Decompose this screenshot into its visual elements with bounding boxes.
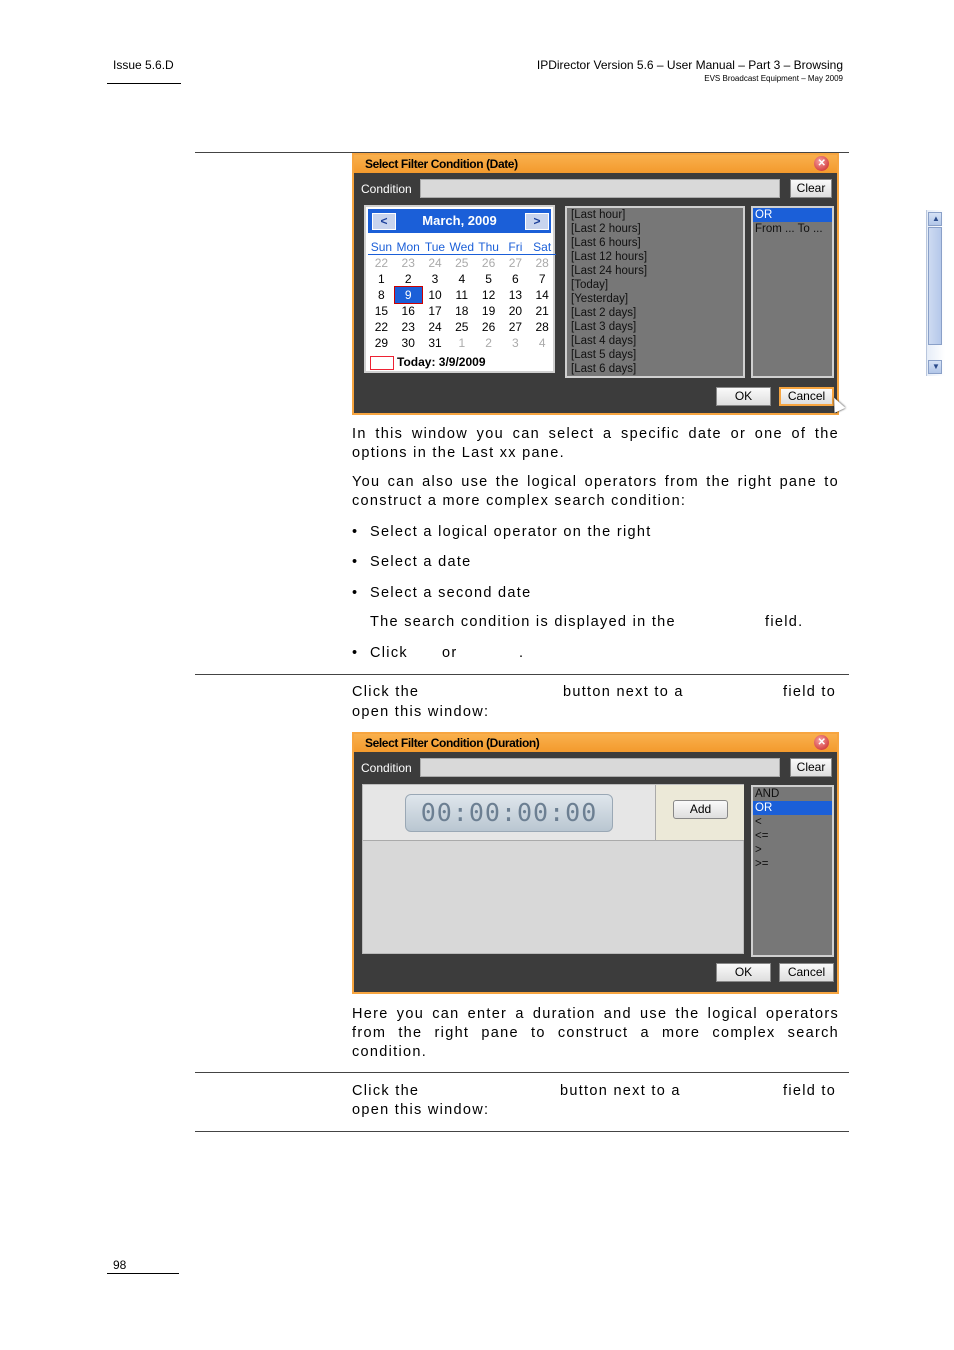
weekday-label: Wed (449, 240, 475, 254)
bullet-text: Select a second date (370, 585, 532, 601)
calendar-day[interactable]: 13 (508, 288, 523, 302)
calendar-day[interactable]: 29 (374, 336, 389, 350)
calendar-day[interactable]: 26 (481, 320, 496, 334)
calendar-day[interactable]: 31 (428, 336, 442, 350)
calendar-day[interactable]: 24 (428, 256, 442, 270)
mouse-cursor-icon (829, 395, 846, 413)
operator-item[interactable]: > (755, 844, 762, 856)
calendar-grid (368, 239, 556, 351)
calendar-header (368, 209, 551, 233)
chevron-right-icon[interactable]: > (525, 213, 549, 230)
last-option-item[interactable]: [Today] (571, 279, 609, 291)
ok-button[interactable]: OK (716, 963, 771, 982)
calendar-day[interactable]: 11 (455, 288, 469, 302)
calendar-day[interactable]: 17 (428, 304, 442, 318)
operator-item[interactable]: < (755, 816, 762, 828)
calendar-day[interactable]: 24 (428, 320, 442, 334)
operator-item[interactable]: OR (753, 801, 832, 815)
calendar-day[interactable]: 3 (431, 272, 439, 286)
document-title: IPDirector Version 5.6 – User Manual – Part 3 – Browsing (536, 58, 843, 72)
calendar-weekday-row (368, 239, 556, 255)
bullet-text: Click (370, 645, 408, 661)
click-instruction-mid: button next to a (563, 684, 684, 700)
scroll-up-icon[interactable]: ▲ (928, 212, 942, 226)
last-option-item[interactable]: [Last 3 days] (571, 321, 637, 333)
calendar-week-row (368, 319, 556, 335)
calendar-day[interactable]: 20 (508, 304, 523, 318)
calendar-week-row (368, 287, 556, 303)
calendar-day[interactable]: 14 (535, 288, 549, 302)
duration-entry-area (362, 784, 744, 954)
paragraph-date-intro: In this window you can select a specific date or one of the options in the Last xx pane. (352, 426, 839, 461)
last-option-item[interactable]: [Last hour] (571, 209, 626, 221)
dialog-title (354, 734, 837, 752)
calendar-week-row (368, 271, 556, 287)
add-panel (655, 785, 744, 841)
calendar-day[interactable]: 27 (508, 256, 523, 270)
calendar-day[interactable]: 30 (401, 336, 415, 350)
duration-filter-dialog (352, 732, 839, 994)
click-instruction-start: Click the (352, 1083, 420, 1099)
dialog-title-text: Select Filter Condition (Date) (365, 157, 518, 171)
bullet-icon: • (352, 524, 359, 540)
calendar-week-row (368, 335, 556, 351)
weekday-label: Mon (396, 240, 420, 254)
calendar-day[interactable]: 25 (455, 320, 469, 334)
scroll-thumb[interactable] (928, 227, 942, 345)
timecode-panel (363, 785, 655, 841)
dialog-title (354, 155, 837, 173)
calendar-day[interactable]: 25 (455, 256, 469, 270)
click-instruction-line2: open this window: (352, 704, 490, 720)
bullet-item (352, 554, 472, 570)
last-option-item[interactable]: [Last 4 days] (571, 335, 637, 347)
calendar-day[interactable]: 16 (401, 304, 415, 318)
bullet-text-or: or (442, 645, 458, 661)
section-rule (195, 1131, 849, 1132)
calendar-day[interactable]: 2 (404, 272, 412, 286)
calendar-day[interactable]: 4 (458, 272, 466, 286)
bullet-item (352, 645, 408, 661)
last-option-item[interactable]: [Last 24 hours] (571, 265, 648, 277)
last-option-item[interactable]: [Last 6 days] (571, 363, 637, 375)
weekday-label: Sun (368, 239, 395, 255)
last-option-item[interactable]: [Last 12 hours] (571, 251, 648, 263)
bullet-text-period: . (519, 645, 525, 661)
calendar-day[interactable]: 28 (535, 320, 549, 334)
operator-item[interactable]: OR (753, 208, 832, 222)
calendar-day[interactable]: 12 (481, 288, 496, 302)
operator-item[interactable]: AND (755, 788, 780, 800)
last-option-item[interactable]: [Last 6 hours] (571, 237, 641, 249)
calendar-month: March, 2009 (422, 213, 497, 228)
calendar-day[interactable]: 4 (538, 336, 546, 350)
last-option-item[interactable]: [Yesterday] (571, 293, 629, 305)
calendar-day[interactable]: 21 (535, 304, 549, 318)
last-option-item[interactable]: [Last 2 hours] (571, 223, 641, 235)
header-divider (107, 83, 181, 84)
calendar-day[interactable]: 10 (428, 288, 442, 302)
last-option-item[interactable]: [Last 2 days] (571, 307, 637, 319)
calendar-day[interactable]: 27 (508, 320, 523, 334)
date-filter-dialog (352, 153, 940, 415)
calendar-day[interactable]: 1 (378, 272, 385, 286)
page-number: 98 (113, 1258, 127, 1272)
operator-list[interactable] (751, 785, 834, 957)
click-instruction-line2: open this window: (352, 1102, 490, 1118)
section-rule (195, 1072, 849, 1073)
condition-field[interactable] (420, 179, 780, 198)
cancel-button[interactable]: Cancel (779, 963, 834, 982)
dialog-title-text: Select Filter Condition (Duration) (365, 736, 540, 750)
calendar-day[interactable]: 28 (535, 256, 549, 270)
weekday-label: Sat (529, 239, 556, 255)
section-rule (195, 674, 849, 675)
weekday-label: Fri (502, 239, 529, 255)
issue-label: Issue 5.6.D (113, 58, 174, 72)
scrollbar[interactable] (926, 210, 945, 376)
calendar-day[interactable]: 6 (512, 272, 519, 286)
paragraph-operators: You can also use the logical operators from the right pane to construct a more complex search condition: (352, 474, 839, 509)
close-icon[interactable]: ✕ (814, 156, 829, 171)
close-icon[interactable]: ✕ (814, 735, 829, 750)
chevron-left-icon[interactable]: < (372, 213, 396, 230)
click-instruction-mid: button next to a (560, 1083, 681, 1099)
calendar-day[interactable]: 23 (401, 256, 415, 270)
bullet-text: Select a logical operator on the right (370, 524, 652, 540)
operator-item[interactable]: From ... To ... (755, 223, 823, 235)
bullet-icon: • (352, 645, 359, 661)
operator-list[interactable] (751, 206, 834, 378)
paragraph-duration: Here you can enter a duration and use the logical operators from the right pane to construct a more complex search condition. (352, 1006, 839, 1060)
click-instruction-end: field to (783, 1083, 837, 1099)
condition-field[interactable] (420, 758, 780, 777)
clear-button[interactable]: Clear (790, 179, 832, 198)
calendar-day[interactable]: 22 (374, 320, 389, 334)
calendar-day[interactable]: 18 (455, 304, 469, 318)
calendar-day[interactable]: 15 (374, 304, 389, 318)
calendar-day[interactable]: 19 (481, 304, 496, 318)
add-button[interactable]: Add (673, 800, 728, 819)
clear-button[interactable]: Clear (790, 758, 832, 777)
calendar-day[interactable]: 7 (538, 272, 546, 286)
operator-item[interactable]: <= (755, 830, 769, 842)
weekday-label: Tue (422, 239, 449, 255)
cancel-button[interactable]: Cancel (779, 387, 834, 406)
calendar-day[interactable]: 3 (512, 336, 519, 350)
document-subtitle: EVS Broadcast Equipment – May 2009 (704, 74, 843, 83)
calendar (364, 205, 555, 373)
operator-item[interactable]: >= (755, 858, 769, 870)
bullet-item (352, 524, 652, 540)
bullet-note-start: The search condition is displayed in the (370, 614, 676, 630)
click-instruction-start: Click the (352, 684, 420, 700)
condition-label: Condition (361, 182, 412, 196)
timecode-input[interactable]: 00:00:00:00 (405, 794, 613, 832)
last-option-item[interactable]: [Last 5 days] (571, 349, 637, 361)
today-marker (370, 356, 394, 370)
calendar-week-row (368, 303, 556, 319)
click-instruction-end: field to (783, 684, 837, 700)
today-label[interactable]: Today: 3/9/2009 (397, 355, 486, 369)
document-header (537, 58, 843, 83)
footer-divider (107, 1273, 179, 1274)
calendar-week-row (368, 255, 556, 271)
calendar-day[interactable]: 5 (485, 272, 492, 286)
calendar-day[interactable]: 26 (481, 256, 496, 270)
calendar-day[interactable]: 8 (378, 288, 385, 302)
bullet-icon: • (352, 554, 359, 570)
calendar-day[interactable]: 22 (374, 256, 389, 270)
bullet-note-end: field. (765, 614, 804, 630)
scroll-down-icon[interactable]: ▼ (928, 360, 942, 374)
calendar-day[interactable]: 23 (401, 320, 415, 334)
calendar-day[interactable]: 2 (485, 336, 492, 350)
weekday-label: Thu (475, 239, 502, 255)
bullet-text: Select a date (370, 554, 472, 570)
calendar-day[interactable]: 9 (395, 287, 422, 303)
ok-button[interactable]: OK (716, 387, 771, 406)
calendar-day[interactable]: 1 (458, 336, 466, 350)
condition-label: Condition (361, 761, 412, 775)
bullet-item (352, 585, 531, 601)
bullet-icon: • (352, 585, 359, 601)
